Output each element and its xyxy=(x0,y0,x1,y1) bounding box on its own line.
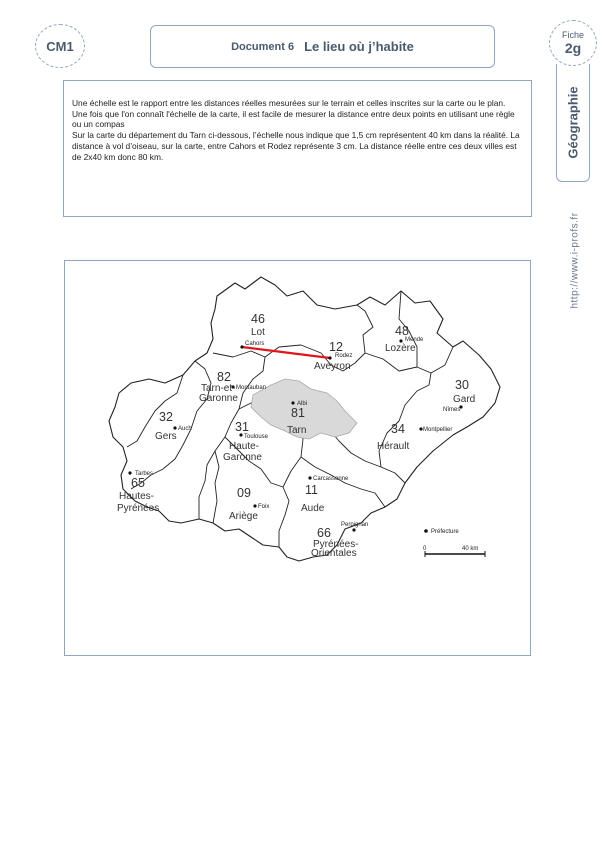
city-montpellier: Montpellier xyxy=(423,427,453,433)
dept-30-num: 30 xyxy=(455,378,469,392)
city-mende: Mende xyxy=(405,337,424,343)
intro-paragraph: Sur la carte du département du Tarn ci-dessous, l’échelle nous indique que 1,5 cm représentent 40 km dans la réalité. La distance à vol d’oiseau, sur la carte, entre Cahors et Rodez représente 3 cm. La distance réelle entre ces deux villes est de 2x40 km donc 80 km. xyxy=(72,130,520,162)
dept-12-num: 12 xyxy=(329,340,343,354)
fiche-code: 2g xyxy=(564,40,582,56)
city-foix: Foix xyxy=(258,504,270,510)
dept-32-name: Gers xyxy=(155,431,177,442)
dept-65-name: Hautes- xyxy=(119,491,155,502)
dept-31-name: Haute- xyxy=(229,441,260,452)
dept-66-num: 66 xyxy=(317,526,331,540)
dept-66-name2: Orientales xyxy=(311,548,357,559)
document-title: Le lieu où j’habite xyxy=(304,39,414,54)
dept-32-num: 32 xyxy=(159,410,173,424)
scale-start-label: 0 xyxy=(423,546,427,552)
dept-65-name2: Pyrénées xyxy=(117,503,160,514)
city-cahors: Cahors xyxy=(245,341,265,347)
dept-81-num: 81 xyxy=(291,406,305,420)
dept-09-name: Ariège xyxy=(229,511,258,522)
dept-48-name: Lozère xyxy=(385,343,416,354)
dept-11-name: Aude xyxy=(301,503,325,514)
subject-label: Géographie xyxy=(565,86,581,159)
site-url xyxy=(567,200,583,320)
dept-82-num: 82 xyxy=(217,370,231,384)
site-url-text: http://www.i-profs.fr xyxy=(569,211,581,309)
dept-31-name2: Garonne xyxy=(223,452,262,463)
city-tarbes: Tarbes xyxy=(135,471,154,477)
level-badge: CM1 xyxy=(35,24,85,68)
dept-30-name: Gard xyxy=(453,394,476,405)
occitanie-map xyxy=(65,261,532,657)
dept-34-name: Hérault xyxy=(377,441,410,452)
document-label: Document 6 xyxy=(231,40,295,53)
dept-12-name: Aveyron xyxy=(314,361,351,372)
subject-tab xyxy=(556,64,590,182)
dept-09-num: 09 xyxy=(237,486,251,500)
dept-48-num: 48 xyxy=(395,324,409,338)
dept-34-num: 34 xyxy=(391,422,405,436)
city-auch: Auch xyxy=(178,426,192,432)
intro-paragraph: Une fois que l'on connaît l'échelle de la carte, il est facile de mesurer la distance entre deux points en utilisant une règle ou un compas xyxy=(72,108,515,130)
fiche-badge xyxy=(549,20,597,66)
dept-65-num: 65 xyxy=(131,476,145,490)
city-toulouse: Toulouse xyxy=(244,434,269,440)
dept-11-num: 11 xyxy=(305,483,318,497)
city-albi: Albi xyxy=(297,401,308,407)
city-montauban: Montauban xyxy=(236,385,267,391)
legend-prefecture-label: Préfecture xyxy=(431,529,459,535)
dept-46-name: Lot xyxy=(251,327,265,338)
dept-31-num: 31 xyxy=(235,420,249,434)
dept-46-num: 46 xyxy=(251,312,265,326)
dept-81-name: Tarn xyxy=(287,425,307,436)
fiche-label: Fiche xyxy=(561,30,584,40)
map-frame xyxy=(64,260,531,656)
intro-text-box xyxy=(63,80,532,217)
city-nimes: Nîmes xyxy=(443,407,461,413)
scale-end-label: 40 km xyxy=(462,546,479,552)
city-rodez: Rodez xyxy=(335,353,353,359)
document-title-box xyxy=(150,25,495,68)
dept-82-name: Tarn-et- xyxy=(201,383,236,394)
dept-66-name: Pyrénées- xyxy=(313,539,359,550)
intro-paragraph: Une échelle est le rapport entre les distances réelles mesurées sur le terrain et celles inscrites sur la carte ou le plan. xyxy=(72,98,506,108)
city-carcassonne: Carcassonne xyxy=(313,476,349,482)
dept-82-name2: Garonne xyxy=(199,393,238,404)
city-perpignan: Perpignan xyxy=(341,522,369,528)
